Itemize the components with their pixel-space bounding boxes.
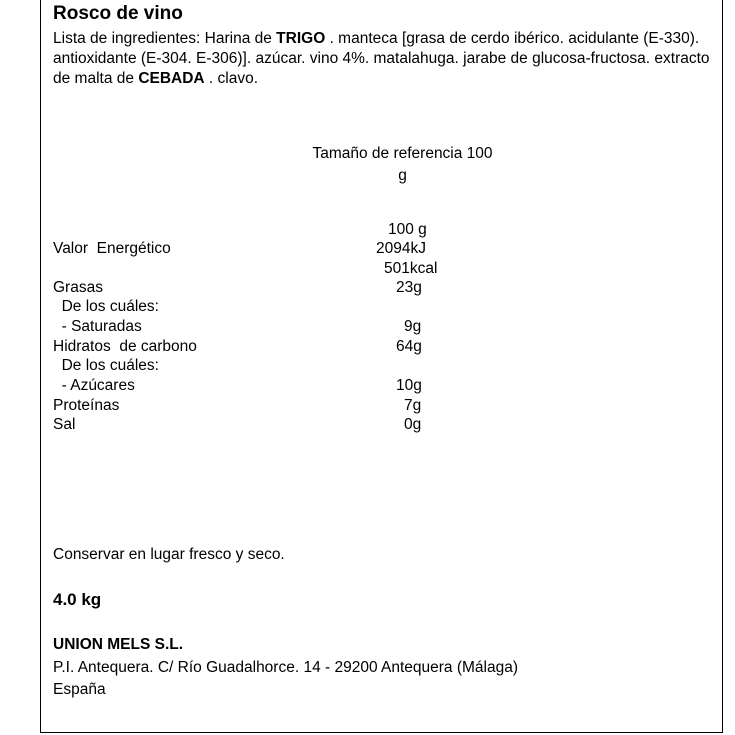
nutrition-row-carbohydrates <box>0 338 735 358</box>
nutrition-row-protein <box>0 397 735 417</box>
nutrition-value: 2094kJ <box>376 240 426 257</box>
allergen-wheat: TRIGO <box>276 30 326 47</box>
nutrition-label: Proteínas <box>53 397 120 414</box>
nutrition-value: 64g <box>396 338 422 355</box>
nutrition-row-energy-kj <box>0 240 735 260</box>
nutrition-value: 10g <box>396 377 422 394</box>
reference-size-line-1: Tamaño de referencia 100 <box>312 145 493 162</box>
nutrition-row-of-which <box>0 298 735 318</box>
ingredients-suffix: . clavo. <box>204 70 259 87</box>
nutrition-row-salt <box>0 416 735 436</box>
reference-size <box>300 143 505 187</box>
reference-size-line-2: g <box>398 167 407 184</box>
nutrition-value: 7g <box>404 397 422 414</box>
nutrition-column-header: 100 g <box>388 221 427 238</box>
manufacturer-address: P.I. Antequera. C/ Río Guadalhorce. 14 - 29200 Antequera (Málaga) <box>53 659 519 676</box>
nutrition-label: Hidratos de carbono <box>53 338 197 355</box>
nutrition-label: Valor Energético <box>53 240 171 257</box>
nutrition-row-energy-kcal <box>0 260 735 280</box>
ingredients-middle: . manteca [grasa de cerdo ibérico. acidulante (E-330). antioxidante (E-304. E-306)]. azúcar. vino 4%. matalahuga. jarabe de glucosa-fructosa. extracto de malta de <box>53 30 710 87</box>
nutrition-label: De los cuáles: <box>53 357 159 374</box>
nutrition-label: - Azúcares <box>53 377 135 394</box>
nutrition-label: Grasas <box>53 279 103 296</box>
manufacturer-country: España <box>53 681 106 698</box>
nutrition-label: - Saturadas <box>53 318 142 335</box>
nutrition-value: 9g <box>404 318 422 335</box>
nutrition-label: Sal <box>53 416 76 433</box>
allergen-barley: CEBADA <box>138 70 205 87</box>
product-title: Rosco de vino <box>53 3 183 24</box>
nutrition-value: 501kcal <box>384 260 438 277</box>
ingredients-list <box>53 29 713 89</box>
net-weight: 4.0 kg <box>53 590 102 609</box>
nutrition-row-saturated <box>0 318 735 338</box>
nutrition-row-of-which <box>0 357 735 377</box>
ingredients-prefix: Lista de ingredientes: Harina de <box>53 30 277 47</box>
storage-instructions: Conservar en lugar fresco y seco. <box>53 546 285 563</box>
nutrition-row-fat <box>0 279 735 299</box>
nutrition-label: De los cuáles: <box>53 298 159 315</box>
nutrition-row-sugars <box>0 377 735 397</box>
manufacturer-name: UNION MELS S.L. <box>53 636 184 653</box>
nutrition-value: 23g <box>396 279 422 296</box>
nutrition-value: 0g <box>404 416 422 433</box>
